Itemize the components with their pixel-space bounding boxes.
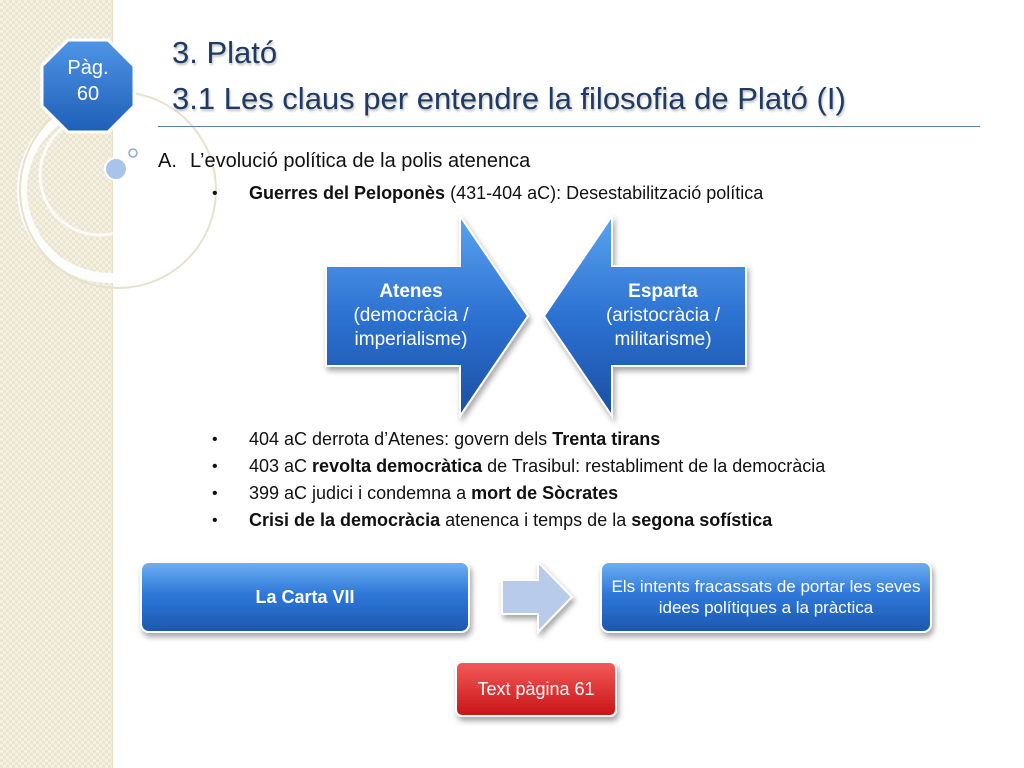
bullet-text: 403 aC xyxy=(249,456,313,476)
flow-arrow xyxy=(502,562,572,632)
section-letter: A. xyxy=(158,150,177,172)
bullet-text: atenenca i temps de la xyxy=(440,510,632,530)
esparta-line3: militarisme) xyxy=(614,329,712,350)
bullet-bold: Trenta tirans xyxy=(552,429,661,449)
section-heading-text: L’evolució política de la polis atenenca xyxy=(190,150,531,172)
bullet-text: de Trasibul: restabliment de la democràcia xyxy=(482,456,826,476)
bullet-bold: mort de Sòcrates xyxy=(471,483,619,503)
title-line-2: 3.1 Les claus per entendre la filosofia de Plató (I) xyxy=(172,81,846,116)
bullet-bold: revolta democràtica xyxy=(312,456,483,476)
atenes-arrow-label xyxy=(330,280,492,352)
atenes-label: Atenes xyxy=(379,281,443,302)
intents-label: Els intents fracassats de portar les seves idees polítiques a la pràctica xyxy=(611,577,921,617)
bullet-item xyxy=(212,480,825,507)
esparta-label: Esparta xyxy=(628,281,698,302)
atenes-line2: (democràcia / xyxy=(353,305,469,326)
esparta-line2: (aristocràcia / xyxy=(605,305,721,326)
atenes-line3: imperialisme) xyxy=(354,329,468,350)
text-page-button[interactable]: Text pàgina 61 xyxy=(477,678,595,699)
bullet-bold: Crisi de la democràcia xyxy=(249,510,441,530)
carta-vii-label: La Carta VII xyxy=(255,586,355,607)
bullet-bold: segona sofística xyxy=(631,510,773,530)
bullet-bold: Guerres del Peloponès xyxy=(249,183,446,203)
page-badge-number: 60 xyxy=(76,83,100,105)
bullet-item xyxy=(212,453,825,480)
bullet-text: 404 aC derrota d’Atenes: govern dels xyxy=(249,429,553,449)
bullet-item xyxy=(212,507,825,534)
bullet-text: 399 aC judici i condemna a xyxy=(249,483,472,503)
esparta-arrow-label xyxy=(582,280,744,352)
bullet-text: (431-404 aC): Desestabilització política xyxy=(445,183,764,203)
bullet-item xyxy=(212,426,825,453)
bullet-list-bottom xyxy=(212,426,825,534)
page-badge-label: Pàg. xyxy=(67,57,109,79)
title-line-1: 3. Plató xyxy=(172,35,278,70)
